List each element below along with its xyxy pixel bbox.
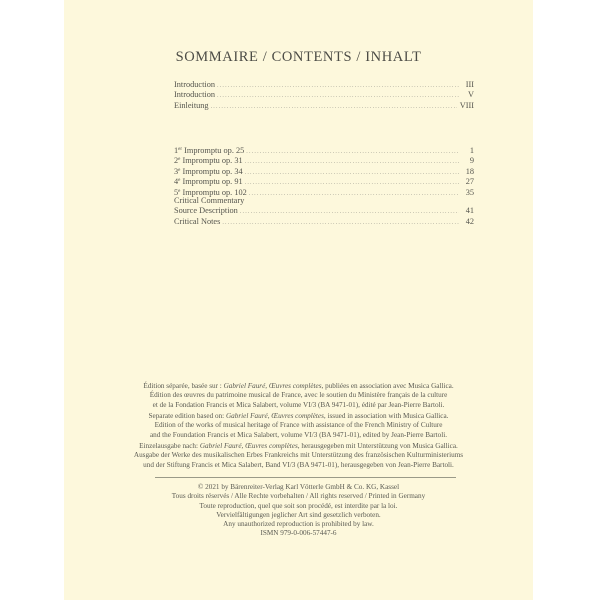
toc-entry-label: Critical Notes — [174, 216, 221, 226]
copyright-block: © 2021 by Bärenreiter-Verlag Karl Vötterle GmbH & Co. KG, Kassel Tous droits réservés / Alle Rechte vorbehalten / All rights reserved / Printed in Germany Toute reproduction, quel que soit son procédé, est interdite par la loi. Vervielfältigungen jeglicher Art sind gesetzlich verboten. Any unauthorized reproduction is prohibited by law. ISMN 979-0-006-57447-6 — [64, 483, 533, 539]
page-title: SOMMAIRE / CONTENTS / INHALT — [175, 49, 422, 65]
dot-leader — [222, 218, 459, 228]
colophon-english: Separate edition based on: Gabriel Fauré, Œuvres complètes, issued in association with Musica Gallica. Edition of the works of musical heritage of France with assistance of the French Ministry of Culture and the Foundation Francis et Mica Salabert, volume VI/3 (BA 9471-01), edited by Jean-Pierre Bartoli. — [148, 412, 449, 439]
toc-entry[interactable] — [174, 177, 474, 187]
toc-entry-page: 41 — [465, 206, 474, 216]
toc-entry[interactable] — [174, 146, 474, 156]
toc-introductions — [174, 80, 474, 111]
toc-entry-label: 3e Impromptu op. 34 — [174, 166, 243, 176]
toc-entry-label: 5e Impromptu op. 102 — [174, 187, 247, 197]
toc-entry[interactable] — [174, 206, 474, 216]
document-page — [64, 0, 533, 600]
toc-entry-page: III — [465, 80, 474, 89]
ismn: ISMN 979-0-006-57447-6 — [260, 529, 337, 538]
dot-leader — [240, 207, 459, 217]
toc-entry-page: 42 — [465, 216, 474, 226]
dot-leader — [217, 81, 459, 91]
dot-leader — [246, 147, 459, 157]
toc-section-heading: Critical Commentary — [174, 196, 245, 205]
dot-leader — [245, 168, 459, 178]
toc-entry-page: 1 — [469, 146, 474, 155]
toc-entry-label: Source Description — [174, 206, 238, 216]
toc-entry-label: 1er Impromptu op. 25 — [174, 146, 245, 155]
toc-entry-page: 27 — [465, 177, 474, 187]
toc-entry[interactable] — [174, 101, 474, 111]
toc-entry[interactable] — [174, 90, 474, 100]
toc-critical-commentary — [174, 196, 474, 227]
toc-entry-page: 35 — [465, 187, 474, 197]
toc-entry-page: V — [468, 90, 474, 100]
colophon-french: Édition séparée, basée sur : Gabriel Fauré, Œuvres complètes, publiées en association avec Musica Gallica. Édition des œuvres du patrimoine musical de France, avec le soutien du Ministère français de la culture et de la Fondation Francis et Mica Salabert, volume VI/3 (BA 9471-01), édité par Jean-Pierre Bartoli. — [143, 382, 454, 409]
dot-leader — [245, 157, 459, 167]
toc-entry[interactable] — [174, 156, 474, 166]
toc-entry-label: Introduction — [174, 90, 216, 100]
toc-entry-label: Einleitung — [174, 100, 209, 110]
toc-entry-page: 9 — [469, 156, 474, 166]
toc-entry-label: 4e Impromptu op. 91 — [174, 177, 243, 187]
toc-entry[interactable] — [174, 217, 474, 227]
divider — [155, 477, 456, 478]
dot-leader — [211, 102, 457, 112]
toc-impromptus — [174, 146, 474, 198]
dot-leader — [245, 178, 459, 188]
toc-entry-label: Introduction — [174, 80, 216, 89]
toc-entry[interactable] — [174, 80, 474, 90]
colophon-german: Einzelausgabe nach: Gabriel Fauré, Œuvres complètes, herausgegeben mit Unterstützung von Musica Gallica. Ausgabe der Werke des musikalischen Erbes Frankreichs mit Unterstützung des französischen Kulturministeriums und der Stiftung Francis et Mica Salabert, Band VI/3 (BA 9471-01), herausgegeben von Jean-Pierre Bartoli. — [133, 442, 464, 469]
copyright-line: © 2021 by Bärenreiter-Verlag Karl Vötterle GmbH & Co. KG, Kassel — [197, 483, 400, 491]
toc-entry[interactable] — [174, 167, 474, 177]
toc-entry-label: 2e Impromptu op. 31 — [174, 156, 243, 166]
toc-entry-page: VIII — [459, 100, 474, 110]
toc-entry-page: 18 — [465, 166, 474, 176]
dot-leader — [217, 91, 459, 101]
